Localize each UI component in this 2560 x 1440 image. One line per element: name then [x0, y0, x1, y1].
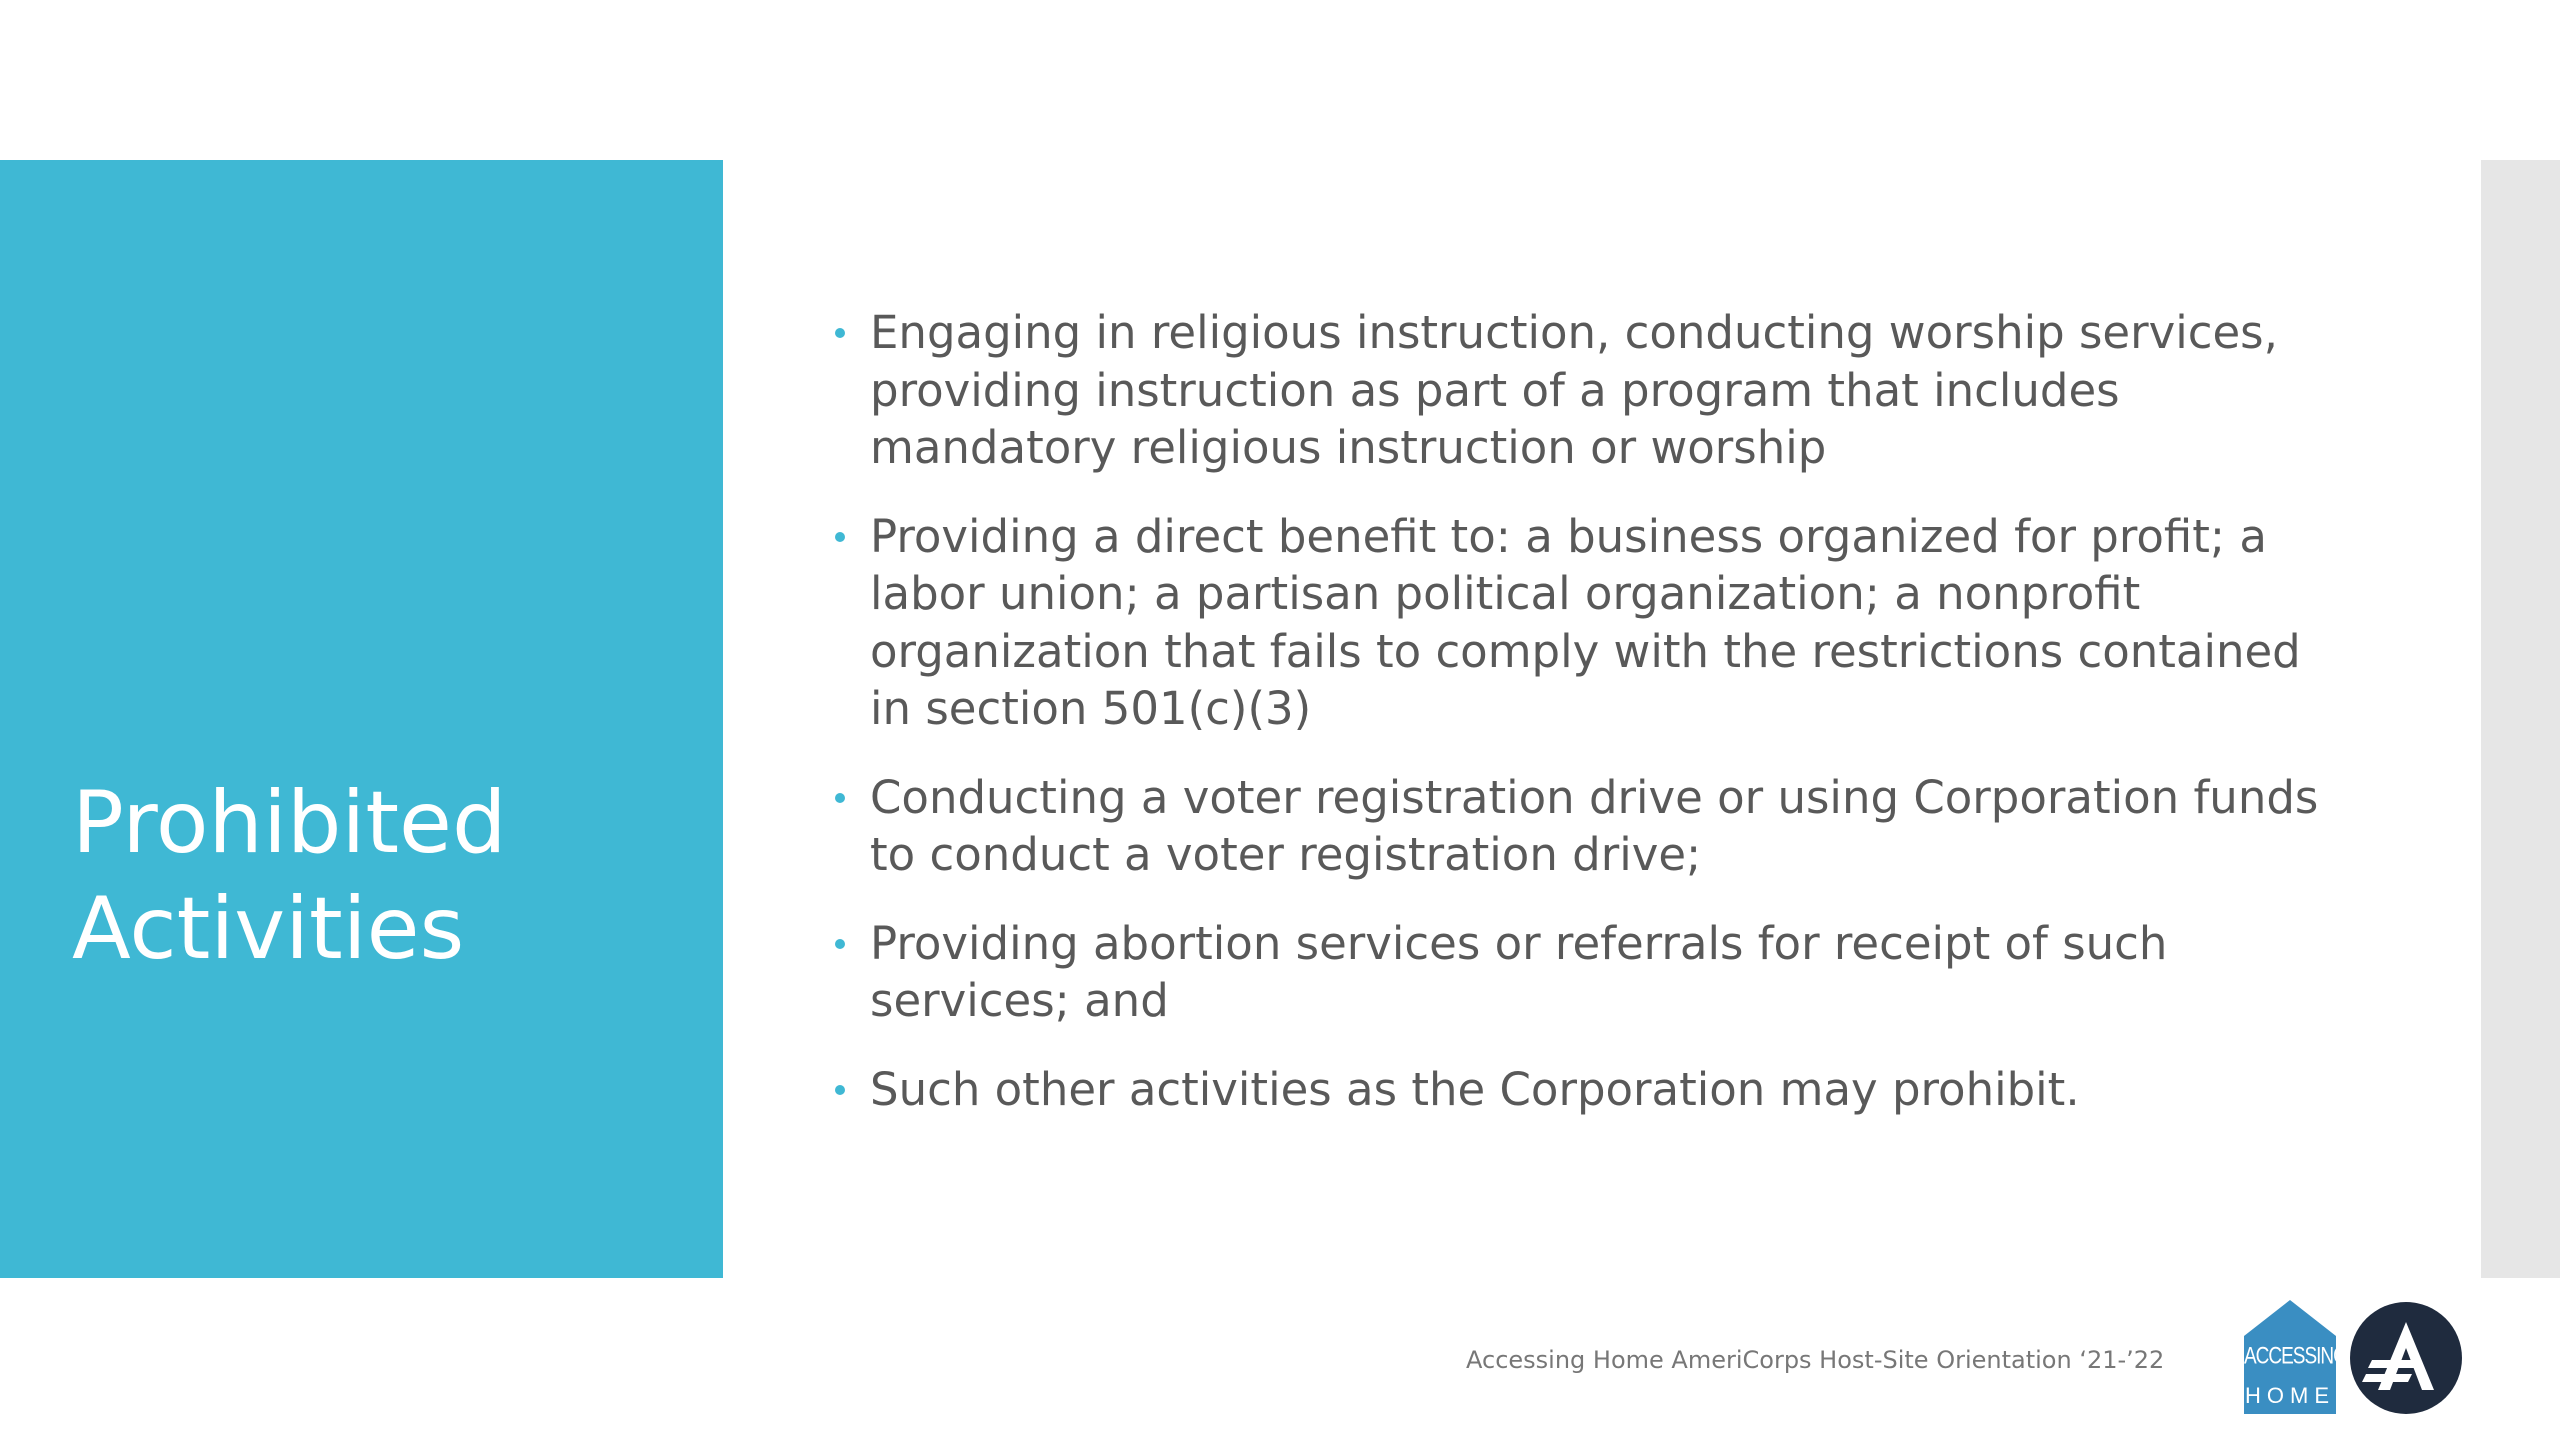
- bullet-text: Conducting a voter registration drive or using Corporation funds to conduct a voter registration drive;: [870, 770, 2319, 881]
- bullet-dot-icon: [835, 793, 845, 803]
- right-decorative-band: [2481, 160, 2560, 1278]
- slide-title: Prohibited Activities: [72, 773, 507, 979]
- bullet-text: Such other activities as the Corporation may prohibit.: [870, 1062, 2080, 1116]
- logo-word-accessing: ACCESSING: [2244, 1343, 2347, 1370]
- title-panel: [0, 160, 723, 1278]
- logo-word-home: HOME: [2245, 1383, 2335, 1408]
- bullet-text: Engaging in religious instruction, conducting worship services, providing instruction as part of a program that includes mandatory religious instruction or worship: [870, 306, 2278, 474]
- bullet-item: [825, 304, 2355, 477]
- americorps-a-icon: [2350, 1302, 2462, 1414]
- bullet-item: [825, 1061, 2355, 1119]
- bullet-item: [825, 508, 2355, 738]
- americorps-logo: [2350, 1302, 2462, 1414]
- bullet-dot-icon: [835, 1085, 845, 1095]
- bullet-item: [825, 769, 2355, 884]
- bullet-text: Providing a direct benefit to: a business organized for profit; a labor union; a partisan political organization; a nonprofit organization that fails to comply with the restrictions contained in section 501(c)(3): [870, 509, 2301, 735]
- bullet-list: [825, 304, 2355, 1149]
- bullet-dot-icon: [835, 328, 845, 338]
- bullet-dot-icon: [835, 939, 845, 949]
- bullet-text: Providing abortion services or referrals for receipt of such services; and: [870, 916, 2168, 1027]
- accessing-home-logo: [2244, 1300, 2347, 1414]
- house-icon: [2244, 1300, 2336, 1336]
- bullet-dot-icon: [835, 532, 845, 542]
- bullet-item: [825, 915, 2355, 1030]
- footer-text: Accessing Home AmeriCorps Host-Site Orientation ‘21-’22: [1466, 1346, 2165, 1374]
